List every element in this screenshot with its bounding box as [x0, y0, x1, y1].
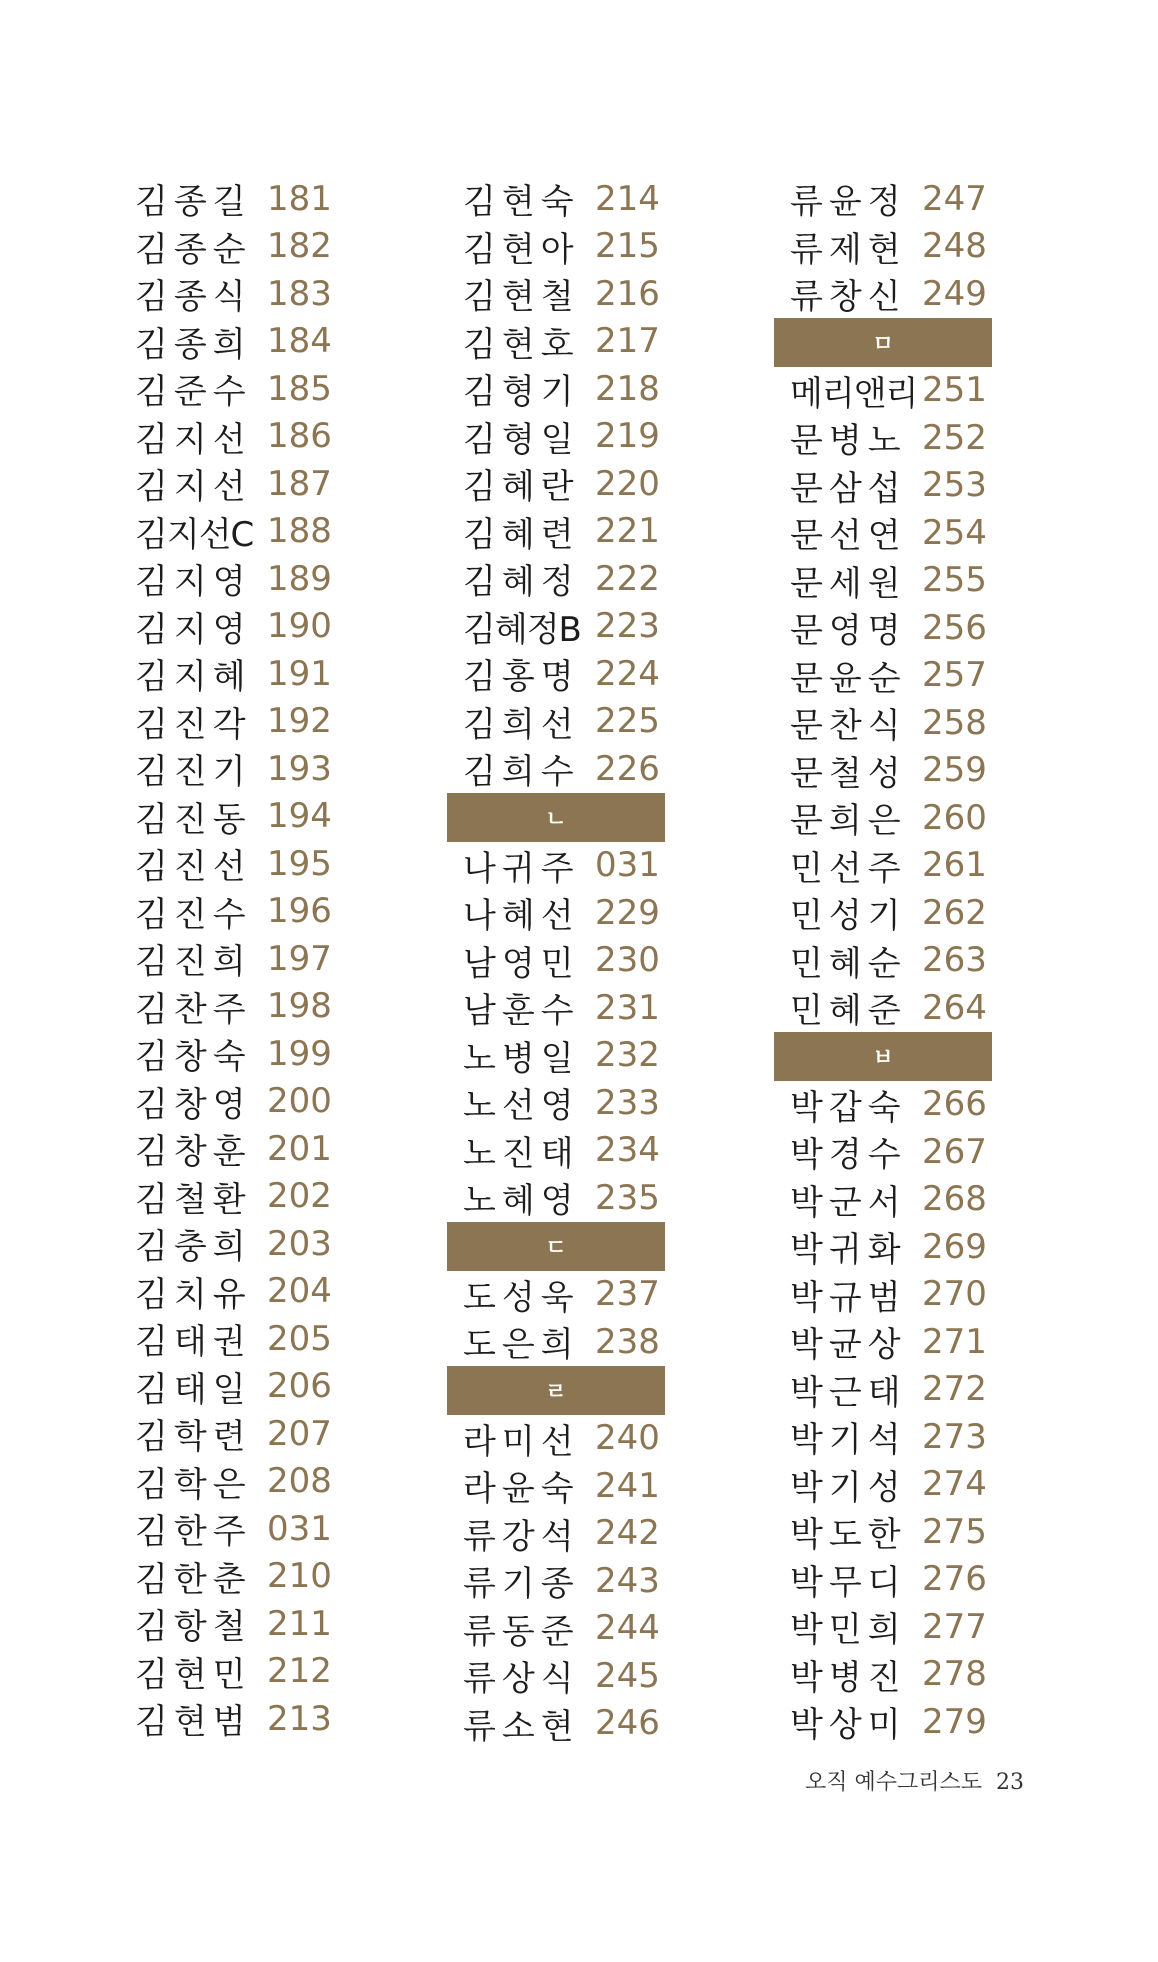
- index-entry: [790, 794, 992, 842]
- index-entry: [790, 1128, 992, 1176]
- entry-page-number: 258: [922, 702, 987, 743]
- entry-name: 류제현: [790, 229, 907, 270]
- entry-name: 김지혜: [135, 657, 252, 698]
- entry-page-number: 204: [267, 1271, 332, 1312]
- entry-name: 박기성: [790, 1467, 907, 1508]
- entry-page-number: 213: [267, 1698, 332, 1739]
- index-entry: [790, 1651, 992, 1699]
- entry-name: 김희수: [463, 752, 580, 793]
- section-header: ㅂ: [774, 1032, 992, 1081]
- index-entry: [790, 1603, 992, 1651]
- index-entry: [135, 888, 332, 936]
- page-footer: [805, 1765, 1024, 1796]
- entry-page-number: 244: [595, 1608, 660, 1649]
- index-entry: [463, 1271, 665, 1319]
- entry-page-number: 243: [595, 1560, 660, 1601]
- entry-page-number: 266: [922, 1084, 987, 1125]
- entry-page-number: 189: [267, 558, 332, 599]
- entry-name: 김철환: [135, 1179, 252, 1220]
- index-entry: [463, 1605, 665, 1653]
- entry-page-number: 252: [922, 417, 987, 458]
- index-entry: [135, 1315, 332, 1363]
- entry-page-number: 274: [922, 1464, 987, 1505]
- index-entry: [135, 270, 332, 318]
- entry-name: 류상식: [463, 1659, 580, 1700]
- entry-name: 류창신: [790, 277, 907, 318]
- entry-page-number: 184: [267, 321, 332, 362]
- index-entry: [135, 1363, 332, 1411]
- entry-name: 박경수: [790, 1135, 907, 1176]
- index-entry: [463, 1127, 665, 1175]
- entry-name: 노병일: [463, 1038, 580, 1079]
- entry-name: 김진각: [135, 704, 252, 745]
- index-entry: [463, 1079, 665, 1127]
- entry-page-number: 031: [595, 845, 660, 886]
- index-entry: [463, 842, 665, 890]
- entry-page-number: 212: [267, 1651, 332, 1692]
- entry-page-number: 233: [595, 1082, 660, 1123]
- entry-page-number: 188: [267, 511, 332, 552]
- index-entry: [790, 367, 992, 415]
- entry-page-number: 270: [922, 1274, 987, 1315]
- index-entry: [135, 698, 332, 746]
- entry-name: 김형일: [463, 419, 580, 460]
- entry-page-number: 264: [922, 987, 987, 1028]
- entry-name: 박민희: [790, 1610, 907, 1651]
- entry-name: 김창영: [135, 1084, 252, 1125]
- index-entry: [790, 1366, 992, 1414]
- index-entry: [463, 1700, 665, 1748]
- index-entry: [463, 650, 665, 698]
- index-entry: [135, 1695, 332, 1743]
- entry-page-number: 223: [595, 606, 660, 647]
- entry-page-number: 207: [267, 1413, 332, 1454]
- entry-page-number: 214: [595, 178, 660, 219]
- entry-page-number: 197: [267, 938, 332, 979]
- entry-page-number: 199: [267, 1033, 332, 1074]
- entry-page-number: 201: [267, 1128, 332, 1169]
- entry-name: 김충희: [135, 1227, 252, 1268]
- entry-page-number: 237: [595, 1274, 660, 1315]
- index-column-2: [463, 175, 665, 1747]
- entry-name: 도은희: [463, 1325, 580, 1366]
- entry-page-number: 210: [267, 1556, 332, 1597]
- entry-page-number: 181: [267, 178, 332, 219]
- entry-name: 김혜정: [463, 562, 580, 603]
- entry-name: 류강석: [463, 1516, 580, 1557]
- entry-name: 김현호: [463, 324, 580, 365]
- footer-title: 오직 예수그리스도: [805, 1770, 983, 1795]
- index-entry: [463, 1510, 665, 1558]
- entry-page-number: 240: [595, 1418, 660, 1459]
- entry-name: 박갑숙: [790, 1087, 907, 1128]
- index-entry: [790, 699, 992, 747]
- entry-name: 김혜란: [463, 467, 580, 508]
- entry-page-number: 246: [595, 1703, 660, 1744]
- entry-page-number: 186: [267, 416, 332, 457]
- entry-page-number: 267: [922, 1131, 987, 1172]
- entry-name: 민선주: [790, 848, 907, 889]
- entry-name: 김종희: [135, 324, 252, 365]
- page-number: 23: [996, 1770, 1025, 1795]
- index-entry: [790, 509, 992, 557]
- entry-page-number: 221: [595, 511, 660, 552]
- entry-name: 노진태: [463, 1133, 580, 1174]
- entry-name: 김종순: [135, 229, 252, 270]
- index-entry: [135, 508, 332, 556]
- index-entry: [135, 223, 332, 271]
- entry-page-number: 278: [922, 1654, 987, 1695]
- index-entry: [790, 1223, 992, 1271]
- entry-name: 남훈수: [463, 991, 580, 1032]
- index-entry: [790, 1081, 992, 1129]
- entry-name: 김현민: [135, 1654, 252, 1695]
- index-entry: [790, 414, 992, 462]
- index-entry: [463, 508, 665, 556]
- entry-page-number: 208: [267, 1461, 332, 1502]
- index-entry: [790, 462, 992, 510]
- index-entry: [790, 1698, 992, 1746]
- index-entry: [135, 983, 332, 1031]
- entry-page-number: 211: [267, 1603, 332, 1644]
- entry-page-number: 276: [922, 1559, 987, 1600]
- entry-page-number: 247: [922, 178, 987, 219]
- index-entry: [135, 1505, 332, 1553]
- entry-page-number: 230: [595, 940, 660, 981]
- index-entry: [790, 842, 992, 890]
- entry-page-number: 231: [595, 987, 660, 1028]
- entry-page-number: 259: [922, 750, 987, 791]
- entry-page-number: 232: [595, 1035, 660, 1076]
- entry-page-number: 198: [267, 986, 332, 1027]
- entry-name: 라윤숙: [463, 1469, 580, 1510]
- index-entry: [790, 557, 992, 605]
- entry-name: 민혜순: [790, 943, 907, 984]
- entry-name: 김지영: [135, 609, 252, 650]
- index-entry: [463, 1318, 665, 1366]
- entry-page-number: 225: [595, 701, 660, 742]
- entry-name: 박병진: [790, 1657, 907, 1698]
- entry-name: 류윤정: [790, 182, 907, 223]
- entry-page-number: 219: [595, 416, 660, 457]
- index-entry: [135, 460, 332, 508]
- index-entry: [135, 745, 332, 793]
- entry-page-number: 205: [267, 1318, 332, 1359]
- entry-name: 김진기: [135, 752, 252, 793]
- entry-name: 김진동: [135, 799, 252, 840]
- entry-page-number: 220: [595, 463, 660, 504]
- index-entry: [135, 1648, 332, 1696]
- entry-name: 김홍명: [463, 657, 580, 698]
- entry-name: 문병노: [790, 421, 907, 462]
- entry-page-number: 260: [922, 797, 987, 838]
- index-entry: [790, 1461, 992, 1509]
- entry-page-number: 262: [922, 892, 987, 933]
- entry-name: 나혜선: [463, 896, 580, 937]
- entry-page-number: 277: [922, 1606, 987, 1647]
- index-entry: [463, 745, 665, 793]
- index-column-3: [790, 175, 992, 1746]
- index-entry: [790, 937, 992, 985]
- entry-page-number: 275: [922, 1511, 987, 1552]
- entry-name: 박기석: [790, 1420, 907, 1461]
- index-entry: [463, 460, 665, 508]
- entry-name: 박군서: [790, 1182, 907, 1223]
- entry-page-number: 185: [267, 368, 332, 409]
- entry-name: 김준수: [135, 372, 252, 413]
- entry-name: 류소현: [463, 1706, 580, 1747]
- index-entry: [463, 223, 665, 271]
- index-entry: [135, 1410, 332, 1458]
- entry-page-number: 245: [595, 1655, 660, 1696]
- entry-page-number: 190: [267, 606, 332, 647]
- section-header: ㄷ: [447, 1222, 665, 1271]
- entry-page-number: 263: [922, 940, 987, 981]
- entry-name: 김태권: [135, 1322, 252, 1363]
- entry-page-number: 202: [267, 1176, 332, 1217]
- index-entry: [790, 984, 992, 1032]
- index-entry: [135, 650, 332, 698]
- entry-name: 남영민: [463, 943, 580, 984]
- entry-name: 문철성: [790, 753, 907, 794]
- entry-name: 김창훈: [135, 1132, 252, 1173]
- entry-page-number: 195: [267, 843, 332, 884]
- entry-page-number: 242: [595, 1513, 660, 1554]
- entry-name: 노선영: [463, 1086, 580, 1127]
- index-entry: [135, 1268, 332, 1316]
- index-entry: [135, 318, 332, 366]
- index-entry: [135, 1125, 332, 1173]
- index-entry: [463, 698, 665, 746]
- index-entry: [463, 555, 665, 603]
- entry-name: 김지영: [135, 562, 252, 603]
- index-entry: [790, 604, 992, 652]
- entry-page-number: 234: [595, 1130, 660, 1171]
- entry-page-number: 031: [267, 1508, 332, 1549]
- index-entry: [135, 935, 332, 983]
- index-column-1: [135, 175, 332, 1743]
- index-entry: [463, 175, 665, 223]
- index-entry: [135, 555, 332, 603]
- entry-page-number: 255: [922, 560, 987, 601]
- index-entry: [135, 840, 332, 888]
- entry-page-number: 257: [922, 655, 987, 696]
- entry-name: 노혜영: [463, 1181, 580, 1222]
- entry-name: 문윤순: [790, 658, 907, 699]
- index-entry: [463, 1462, 665, 1510]
- index-entry: [463, 413, 665, 461]
- entry-page-number: 268: [922, 1179, 987, 1220]
- index-entry: [463, 1652, 665, 1700]
- entry-name: 문선연: [790, 516, 907, 557]
- entry-page-number: 229: [595, 892, 660, 933]
- section-header: ㄴ: [447, 793, 665, 842]
- index-entry: [790, 1271, 992, 1319]
- entry-name: 김혜련: [463, 514, 580, 555]
- entry-name: 김현철: [463, 277, 580, 318]
- entry-name: 김종식: [135, 277, 252, 318]
- index-entry: [135, 1458, 332, 1506]
- entry-page-number: 271: [922, 1321, 987, 1362]
- index-entry: [135, 365, 332, 413]
- entry-name: 박근태: [790, 1372, 907, 1413]
- entry-name: 메리앤리: [790, 373, 918, 414]
- entry-page-number: 200: [267, 1081, 332, 1122]
- entry-page-number: 235: [595, 1177, 660, 1218]
- entry-name: 나귀주: [463, 848, 580, 889]
- entry-page-number: 273: [922, 1416, 987, 1457]
- index-entry: [790, 1508, 992, 1556]
- entry-page-number: 261: [922, 845, 987, 886]
- entry-page-number: 196: [267, 891, 332, 932]
- index-entry: [463, 1174, 665, 1222]
- entry-page-number: 253: [922, 465, 987, 506]
- entry-name: 김태일: [135, 1369, 252, 1410]
- entry-name: 박균상: [790, 1325, 907, 1366]
- entry-page-number: 203: [267, 1223, 332, 1264]
- entry-name: 박도한: [790, 1515, 907, 1556]
- index-entry: [790, 270, 992, 318]
- entry-page-number: 182: [267, 226, 332, 267]
- entry-name: 김지선: [135, 467, 252, 508]
- entry-name: 문영명: [790, 611, 907, 652]
- entry-page-number: 238: [595, 1321, 660, 1362]
- entry-name: 김창숙: [135, 1037, 252, 1078]
- entry-page-number: 249: [922, 273, 987, 314]
- index-entry: [135, 1600, 332, 1648]
- index-entry: [790, 747, 992, 795]
- index-entry: [463, 1557, 665, 1605]
- index-entry: [463, 1032, 665, 1080]
- index-entry: [135, 793, 332, 841]
- index-entry: [463, 889, 665, 937]
- entry-page-number: 256: [922, 607, 987, 648]
- entry-name: 김현숙: [463, 182, 580, 223]
- entry-name: 문세원: [790, 563, 907, 604]
- index-entry: [463, 937, 665, 985]
- entry-name: 김한주: [135, 1512, 252, 1553]
- entry-name: 도성욱: [463, 1277, 580, 1318]
- entry-name: 문희은: [790, 801, 907, 842]
- index-entry: [790, 1556, 992, 1604]
- entry-page-number: 193: [267, 748, 332, 789]
- index-entry: [790, 223, 992, 271]
- entry-name: 김지선: [135, 419, 252, 460]
- index-entry: [135, 413, 332, 461]
- entry-name: 문찬식: [790, 706, 907, 747]
- index-entry: [790, 889, 992, 937]
- entry-page-number: 254: [922, 512, 987, 553]
- entry-name: 문삼섭: [790, 468, 907, 509]
- entry-name: 김학은: [135, 1464, 252, 1505]
- entry-name: 김종길: [135, 182, 252, 223]
- entry-name: 류기종: [463, 1564, 580, 1605]
- index-entry: [135, 603, 332, 651]
- index-entry: [135, 1220, 332, 1268]
- index-entry: [135, 175, 332, 223]
- entry-page-number: 224: [595, 653, 660, 694]
- entry-name: 김지선C: [135, 514, 254, 555]
- entry-name: 김형기: [463, 372, 580, 413]
- index-entry: [463, 603, 665, 651]
- index-entry: [463, 270, 665, 318]
- index-entry: [790, 1176, 992, 1224]
- entry-name: 류동준: [463, 1611, 580, 1652]
- entry-page-number: 218: [595, 368, 660, 409]
- entry-page-number: 206: [267, 1366, 332, 1407]
- entry-name: 김치유: [135, 1274, 252, 1315]
- entry-name: 김한춘: [135, 1559, 252, 1600]
- entry-page-number: 217: [595, 321, 660, 362]
- index-entry: [790, 1318, 992, 1366]
- entry-page-number: 194: [267, 796, 332, 837]
- entry-name: 김진희: [135, 942, 252, 983]
- entry-name: 라미선: [463, 1421, 580, 1462]
- section-header: ㄹ: [447, 1366, 665, 1415]
- index-entry: [463, 984, 665, 1032]
- entry-page-number: 272: [922, 1369, 987, 1410]
- entry-name: 김희선: [463, 704, 580, 745]
- entry-name: 박규범: [790, 1277, 907, 1318]
- entry-name: 김현아: [463, 229, 580, 270]
- entry-name: 김찬주: [135, 989, 252, 1030]
- entry-name: 박귀화: [790, 1230, 907, 1271]
- entry-page-number: 183: [267, 273, 332, 314]
- entry-name: 박무디: [790, 1562, 907, 1603]
- entry-page-number: 226: [595, 748, 660, 789]
- index-entry: [790, 175, 992, 223]
- entry-name: 김진수: [135, 894, 252, 935]
- entry-name: 민혜준: [790, 991, 907, 1032]
- index-entry: [790, 652, 992, 700]
- index-entry: [135, 1030, 332, 1078]
- index-entry: [135, 1078, 332, 1126]
- index-entry: [135, 1173, 332, 1221]
- entry-page-number: 216: [595, 273, 660, 314]
- index-entry: [790, 1413, 992, 1461]
- entry-page-number: 215: [595, 226, 660, 267]
- section-header: ㅁ: [774, 318, 992, 367]
- entry-page-number: 241: [595, 1465, 660, 1506]
- entry-name: 박상미: [790, 1705, 907, 1746]
- index-entry: [463, 365, 665, 413]
- entry-name: 김혜정B: [463, 609, 581, 650]
- index-entry: [463, 318, 665, 366]
- entry-page-number: 222: [595, 558, 660, 599]
- entry-page-number: 191: [267, 653, 332, 694]
- index-entry: [135, 1553, 332, 1601]
- index-entry: [463, 1415, 665, 1463]
- entry-name: 김학련: [135, 1417, 252, 1458]
- entry-page-number: 248: [922, 226, 987, 267]
- entry-name: 민성기: [790, 896, 907, 937]
- entry-name: 김현범: [135, 1702, 252, 1743]
- entry-page-number: 279: [922, 1701, 987, 1742]
- entry-page-number: 269: [922, 1226, 987, 1267]
- entry-name: 김항철: [135, 1607, 252, 1648]
- entry-name: 김진선: [135, 847, 252, 888]
- entry-page-number: 187: [267, 463, 332, 504]
- entry-page-number: 192: [267, 701, 332, 742]
- entry-page-number: 251: [922, 370, 987, 411]
